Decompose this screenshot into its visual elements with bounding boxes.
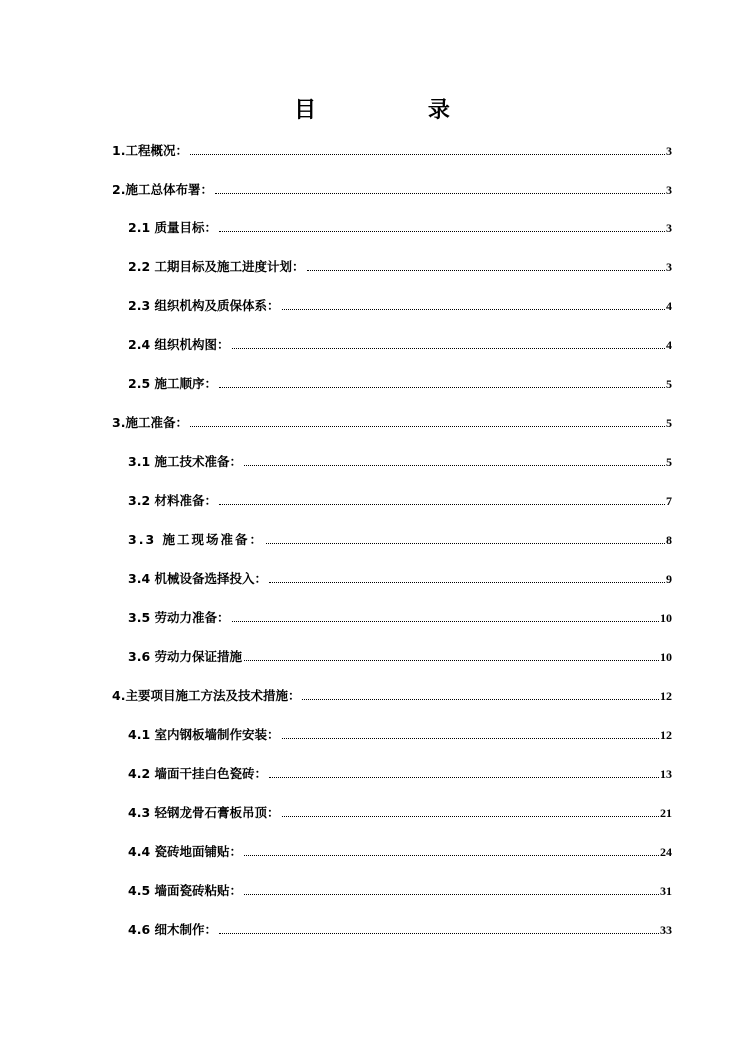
toc-entry[interactable] bbox=[128, 337, 672, 353]
toc-entry-label: 3.施工准备： bbox=[112, 415, 188, 430]
toc-dot-leader bbox=[190, 426, 665, 427]
toc-entry-label: 4.5 墙面瓷砖粘贴： bbox=[128, 883, 242, 898]
toc-entry-label: 3.2 材料准备： bbox=[128, 493, 217, 508]
toc-entry-label: 2.4 组织机构图： bbox=[128, 337, 230, 352]
toc-dot-leader bbox=[219, 504, 665, 505]
toc-entry-label: 3.1 施工技术准备： bbox=[128, 454, 242, 469]
toc-entry[interactable] bbox=[128, 454, 672, 470]
toc-dot-leader bbox=[269, 582, 665, 583]
toc-entry-page: 5 bbox=[666, 377, 672, 391]
toc-entry[interactable] bbox=[128, 259, 672, 275]
toc-entry-label: 2.3 组织机构及质保体系： bbox=[128, 298, 280, 313]
toc-entry-page: 3 bbox=[666, 260, 672, 274]
toc-dot-leader bbox=[307, 270, 666, 271]
toc-dot-leader bbox=[266, 543, 665, 544]
toc-entry-label: 3.3 施工现场准备： bbox=[128, 532, 264, 547]
toc-dot-leader bbox=[282, 309, 666, 310]
toc-entry-page: 3 bbox=[666, 221, 672, 235]
toc-entry-page: 4 bbox=[666, 299, 672, 313]
toc-dot-leader bbox=[244, 660, 659, 661]
toc-entry-page: 10 bbox=[660, 611, 672, 625]
toc-entry-label: 3.4 机械设备选择投入： bbox=[128, 571, 267, 586]
toc-entry[interactable] bbox=[128, 610, 672, 626]
toc-entry-label: 4.1 室内钢板墙制作安装： bbox=[128, 727, 280, 742]
toc-entry[interactable] bbox=[112, 415, 672, 431]
toc-entry[interactable] bbox=[128, 532, 672, 548]
toc-dot-leader bbox=[219, 387, 665, 388]
toc-entry-page: 31 bbox=[660, 884, 672, 898]
toc-entry-page: 8 bbox=[666, 533, 672, 547]
toc-dot-leader bbox=[244, 465, 665, 466]
toc-entry-page: 3 bbox=[666, 144, 672, 158]
toc-dot-leader bbox=[219, 231, 665, 232]
toc-dot-leader bbox=[282, 738, 660, 739]
toc-entry-label: 2.2 工期目标及施工进度计划： bbox=[128, 259, 305, 274]
toc-entry-page: 9 bbox=[666, 572, 672, 586]
toc-entry[interactable] bbox=[128, 727, 672, 743]
page-title: 目 录 bbox=[294, 98, 502, 123]
toc-entry[interactable] bbox=[128, 805, 672, 821]
toc-entry-page: 21 bbox=[660, 806, 672, 820]
toc-dot-leader bbox=[244, 855, 659, 856]
toc-entry-label: 4.2 墙面干挂白色瓷砖： bbox=[128, 766, 267, 781]
toc-entry[interactable] bbox=[128, 766, 672, 782]
toc-dot-leader bbox=[282, 816, 660, 817]
toc-entry-page: 5 bbox=[666, 455, 672, 469]
toc-entry[interactable] bbox=[112, 143, 672, 159]
toc-entry-page: 12 bbox=[660, 728, 672, 742]
toc-entry[interactable] bbox=[128, 376, 672, 392]
toc-entry-page: 13 bbox=[660, 767, 672, 781]
toc-dot-leader bbox=[244, 894, 659, 895]
toc-entry[interactable] bbox=[128, 220, 672, 236]
toc-entry[interactable] bbox=[128, 298, 672, 314]
toc-entry-label: 4.3 轻钢龙骨石膏板吊顶： bbox=[128, 805, 280, 820]
toc-dot-leader bbox=[219, 933, 659, 934]
toc-entry-page: 7 bbox=[666, 494, 672, 508]
toc-entry-page: 12 bbox=[660, 689, 672, 703]
toc-entry[interactable] bbox=[128, 649, 672, 665]
toc-entry-label: 4.4 瓷砖地面铺贴： bbox=[128, 844, 242, 859]
toc-dot-leader bbox=[232, 621, 660, 622]
toc-entry-label: 3.5 劳动力准备： bbox=[128, 610, 230, 625]
toc-entry-page: 10 bbox=[660, 650, 672, 664]
toc-entry[interactable] bbox=[128, 844, 672, 860]
toc-dot-leader bbox=[232, 348, 666, 349]
toc-entry-label: 1.工程概况： bbox=[112, 143, 188, 158]
toc-entry[interactable] bbox=[128, 493, 672, 509]
toc-entry-label: 4.6 细木制作： bbox=[128, 922, 217, 937]
toc-entry-label: 2.5 施工顺序： bbox=[128, 376, 217, 391]
toc-entry[interactable] bbox=[128, 883, 672, 899]
toc-dot-leader bbox=[269, 777, 659, 778]
toc-entry[interactable] bbox=[128, 922, 672, 938]
toc-dot-leader bbox=[215, 193, 665, 194]
toc-entry-page: 4 bbox=[666, 338, 672, 352]
toc-entry[interactable] bbox=[112, 182, 672, 198]
toc-entry-label: 2.施工总体布署： bbox=[112, 182, 213, 197]
toc-entry-page: 5 bbox=[666, 416, 672, 430]
toc-entry-page: 33 bbox=[660, 923, 672, 937]
toc-entry-page: 3 bbox=[666, 183, 672, 197]
toc-entry-label: 3.6 劳动力保证措施 bbox=[128, 649, 242, 664]
toc-entry-label: 2.1 质量目标： bbox=[128, 220, 217, 235]
toc-dot-leader bbox=[190, 154, 665, 155]
toc-dot-leader bbox=[302, 699, 659, 700]
toc-entry-page: 24 bbox=[660, 845, 672, 859]
toc-entry-label: 4.主要项目施工方法及技术措施： bbox=[112, 688, 301, 703]
toc-entry[interactable] bbox=[128, 571, 672, 587]
toc-entry[interactable] bbox=[112, 688, 672, 704]
